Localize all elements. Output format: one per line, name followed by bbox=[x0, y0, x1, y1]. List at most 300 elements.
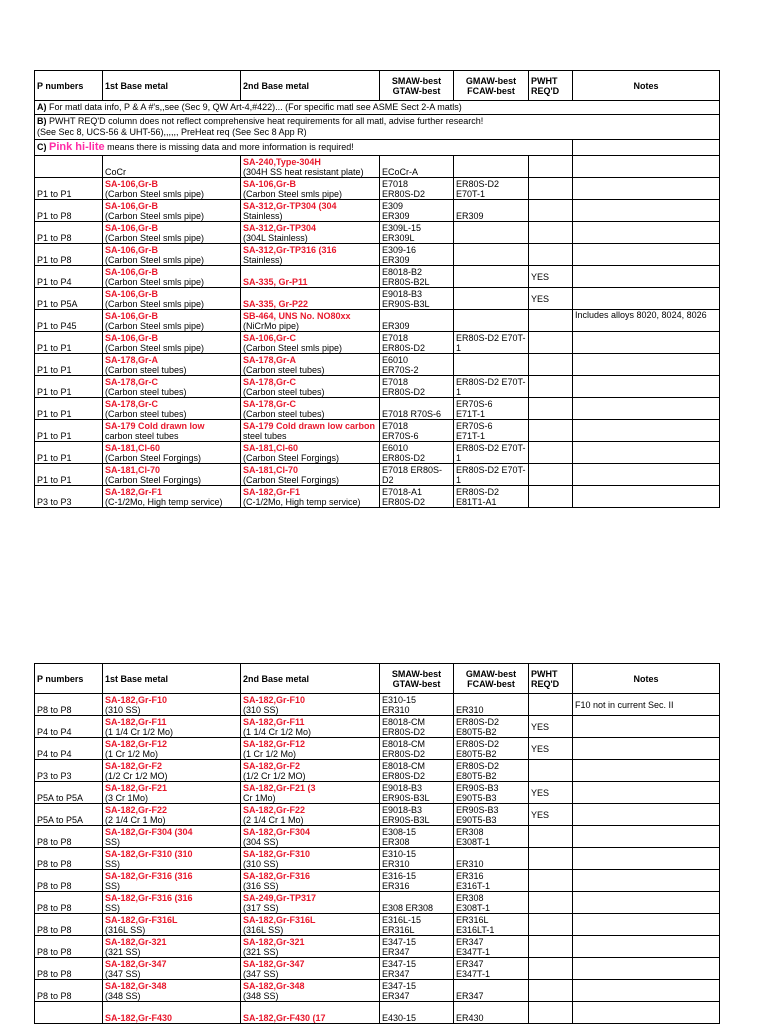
base2-desc: (310 SS) bbox=[243, 705, 279, 715]
p-number-text: P8 to P8 bbox=[37, 947, 72, 957]
base-metal-2-cell bbox=[241, 716, 380, 738]
base-metal-1-cell bbox=[103, 804, 241, 826]
p-number-cell bbox=[35, 738, 103, 760]
pwht-cell bbox=[529, 848, 573, 870]
smaw-value: E7018 ER80S- bbox=[382, 465, 443, 475]
p-number-cell bbox=[35, 716, 103, 738]
smaw-cell bbox=[380, 310, 454, 332]
table-row bbox=[35, 804, 720, 826]
gmaw-cell bbox=[454, 156, 529, 178]
gtaw-value: ER347 bbox=[382, 969, 410, 979]
base-metal-2-cell bbox=[241, 376, 380, 398]
gtaw-value: ER310 bbox=[382, 705, 410, 715]
gmaw-value: ER90S-B3 bbox=[456, 805, 499, 815]
pwht-cell bbox=[529, 694, 573, 716]
smaw-cell bbox=[380, 464, 454, 486]
base-metal-1-cell bbox=[103, 222, 241, 244]
p-number-text: P1 to P1 bbox=[37, 431, 72, 441]
smaw-cell bbox=[380, 826, 454, 848]
base-metal-1-cell bbox=[103, 310, 241, 332]
gtaw-value: ER316L bbox=[382, 925, 415, 935]
smaw-value: E8018-CM bbox=[382, 717, 426, 727]
table-row bbox=[35, 376, 720, 398]
p-number-cell bbox=[35, 1002, 103, 1024]
base1-spec: SA-182,Gr-F10 bbox=[105, 695, 168, 705]
gmaw-cell bbox=[454, 420, 529, 442]
pwht-cell bbox=[529, 442, 573, 464]
base2-spec: SA-182,Gr-F12 bbox=[243, 739, 306, 749]
pwht-cell bbox=[529, 310, 573, 332]
header-notes: Notes bbox=[573, 71, 720, 101]
base2-spec: SA-181,Cl-70 bbox=[243, 465, 299, 475]
pwht-cell bbox=[529, 200, 573, 222]
smaw-cell bbox=[380, 782, 454, 804]
base2-spec: SA-182,Gr-F2 bbox=[243, 761, 301, 771]
base-metal-1-cell bbox=[103, 958, 241, 980]
gtaw-value: E7018 R70S-6 bbox=[382, 409, 442, 419]
base1-spec: SA-182,Gr-F430 bbox=[105, 1013, 173, 1023]
header-smaw: SMAW-best GTAW-best bbox=[380, 664, 454, 694]
pwht-cell bbox=[529, 156, 573, 178]
notes-cell bbox=[573, 782, 720, 804]
gmaw-cell bbox=[454, 222, 529, 244]
fcaw-value: E80T5-B2 bbox=[456, 749, 497, 759]
notes-cell bbox=[573, 244, 720, 266]
base2-spec: SA-312,Gr-TP304 bbox=[243, 223, 317, 233]
gmaw-value: ER308 bbox=[456, 827, 484, 837]
smaw-value: E308-15 bbox=[382, 827, 417, 837]
gmaw-value: ER316 bbox=[456, 871, 484, 881]
gtaw-value: ER90S-B3L bbox=[382, 815, 430, 825]
smaw-cell bbox=[380, 288, 454, 310]
pwht-cell bbox=[529, 870, 573, 892]
notes-cell bbox=[573, 266, 720, 288]
base2-spec: SA-182,Gr-F10 bbox=[243, 695, 306, 705]
base1-spec: SA-182,Gr-F304 (304 bbox=[105, 827, 193, 837]
base1-desc: (Carbon Steel smls pipe) bbox=[105, 255, 205, 265]
header-gmaw: GMAW-best FCAW-best bbox=[454, 71, 529, 101]
p-number-cell bbox=[35, 156, 103, 178]
base-metal-1-cell bbox=[103, 200, 241, 222]
base2-spec: SA-182,Gr-321 bbox=[243, 937, 305, 947]
gmaw-value: ER80S-D2 E70T- bbox=[456, 333, 526, 343]
pwht-cell bbox=[529, 244, 573, 266]
p-number-text: P8 to P8 bbox=[37, 881, 72, 891]
gtaw-value: ER309L bbox=[382, 233, 415, 243]
fcaw-value: E308T-1 bbox=[456, 837, 491, 847]
base2-spec: SA-106,Gr-B bbox=[243, 179, 297, 189]
base2-desc: (1 1/4 Cr 1/2 Mo) bbox=[243, 727, 312, 737]
base1-desc: (Carbon Steel smls pipe) bbox=[105, 211, 205, 221]
base2-spec: SA-312,Gr-TP316 (316 bbox=[243, 245, 337, 255]
gmaw-value: ER70S-6 bbox=[456, 399, 493, 409]
fcaw-value: 1 bbox=[456, 453, 462, 463]
base-metal-2-cell bbox=[241, 288, 380, 310]
base1-desc: carbon steel tubes bbox=[105, 431, 179, 441]
pwht-cell bbox=[529, 486, 573, 508]
p-number-cell bbox=[35, 914, 103, 936]
p-number-text: P1 to P8 bbox=[37, 255, 72, 265]
base1-spec: SA-182,Gr-F12 bbox=[105, 739, 168, 749]
pwht-value: YES bbox=[531, 271, 550, 282]
base-metal-2-cell bbox=[241, 178, 380, 200]
pwht-cell bbox=[529, 178, 573, 200]
gmaw-cell bbox=[454, 244, 529, 266]
smaw-cell bbox=[380, 980, 454, 1002]
notes-cell bbox=[573, 848, 720, 870]
table-row bbox=[35, 200, 720, 222]
notes-cell bbox=[573, 870, 720, 892]
notes-cell bbox=[573, 958, 720, 980]
header-gmaw: GMAW-best FCAW-best bbox=[454, 664, 529, 694]
gtaw-value: ER309 bbox=[382, 211, 410, 221]
base1-spec: SA-182,Gr-348 bbox=[105, 981, 167, 991]
base1-spec: SA-182,Gr-F1 bbox=[105, 487, 163, 497]
smaw-cell bbox=[380, 716, 454, 738]
p-number-cell bbox=[35, 464, 103, 486]
smaw-value: E309L-15 bbox=[382, 223, 422, 233]
base-metal-1-cell bbox=[103, 266, 241, 288]
base2-spec: SA-178,Gr-C bbox=[243, 399, 297, 409]
pwht-cell bbox=[529, 464, 573, 486]
smaw-value: E316L-15 bbox=[382, 915, 422, 925]
weld-table-1 bbox=[34, 70, 720, 508]
base2-desc: (321 SS) bbox=[243, 947, 279, 957]
gtaw-value: ER80S-B2L bbox=[382, 277, 430, 287]
fcaw-value: E316LT-1 bbox=[456, 925, 495, 935]
p-number-cell bbox=[35, 178, 103, 200]
p-number-text: P8 to P8 bbox=[37, 991, 72, 1001]
p-number-cell bbox=[35, 826, 103, 848]
p-number-cell bbox=[35, 870, 103, 892]
smaw-cell bbox=[380, 486, 454, 508]
base-metal-2-cell bbox=[241, 310, 380, 332]
p-number-cell bbox=[35, 398, 103, 420]
table-header-row bbox=[35, 664, 720, 694]
notes-cell bbox=[573, 332, 720, 354]
p-number-text: P1 to P8 bbox=[37, 211, 72, 221]
base-metal-1-cell bbox=[103, 892, 241, 914]
gmaw-cell bbox=[454, 398, 529, 420]
base2-desc: (348 SS) bbox=[243, 991, 279, 1001]
p-number-text: P3 to P3 bbox=[37, 771, 72, 781]
table-row bbox=[35, 980, 720, 1002]
base2-desc: (C-1/2Mo, High temp service) bbox=[243, 497, 361, 507]
base1-desc: (1 Cr 1/2 Mo) bbox=[105, 749, 159, 759]
pwht-value: YES bbox=[531, 293, 550, 304]
base2-desc: (316L SS) bbox=[243, 925, 284, 935]
base1-spec: SA-106,Gr-B bbox=[105, 267, 159, 277]
base1-desc: (347 SS) bbox=[105, 969, 141, 979]
header-base1: 1st Base metal bbox=[103, 664, 241, 694]
table-row bbox=[35, 694, 720, 716]
gmaw-cell bbox=[454, 442, 529, 464]
base-metal-2-cell bbox=[241, 782, 380, 804]
base-metal-2-cell bbox=[241, 398, 380, 420]
base1-desc: (Carbon Steel smls pipe) bbox=[105, 277, 205, 287]
base1-desc: (Carbon Steel smls pipe) bbox=[105, 343, 205, 353]
smaw-value: E7018 bbox=[382, 333, 409, 343]
base-metal-1-cell bbox=[103, 178, 241, 200]
table-row bbox=[35, 914, 720, 936]
smaw-cell bbox=[380, 804, 454, 826]
gmaw-cell bbox=[454, 716, 529, 738]
base1-desc: (348 SS) bbox=[105, 991, 141, 1001]
base2-desc: (Carbon Steel smls pipe) bbox=[243, 343, 343, 353]
p-number-cell bbox=[35, 354, 103, 376]
smaw-value: E6010 bbox=[382, 443, 409, 453]
gmaw-cell bbox=[454, 980, 529, 1002]
base1-desc: (1 1/4 Cr 1/2 Mo) bbox=[105, 727, 174, 737]
smaw-value: E309 bbox=[382, 201, 404, 211]
pwht-cell bbox=[529, 892, 573, 914]
base-metal-1-cell bbox=[103, 354, 241, 376]
p-number-cell bbox=[35, 266, 103, 288]
smaw-cell bbox=[380, 738, 454, 760]
smaw-value: E347-15 bbox=[382, 959, 417, 969]
base2-spec: SA-182,Gr-F22 bbox=[243, 805, 306, 815]
notes-cell bbox=[573, 486, 720, 508]
base2-spec: SA-182,Gr-F310 bbox=[243, 849, 311, 859]
base1-spec: SA-182,Gr-F22 bbox=[105, 805, 168, 815]
base2-spec: SA-178,Gr-A bbox=[243, 355, 297, 365]
base-metal-1-cell bbox=[103, 694, 241, 716]
gtaw-value: ER80S-D2 bbox=[382, 771, 426, 781]
base2-spec: SA-182,Gr-F430 (17 bbox=[243, 1013, 326, 1023]
base-metal-2-cell bbox=[241, 826, 380, 848]
base-metal-1-cell bbox=[103, 442, 241, 464]
p-number-text: P1 to P4 bbox=[37, 277, 72, 287]
smaw-value: E8018-B2 bbox=[382, 267, 423, 277]
table-row bbox=[35, 244, 720, 266]
table-row bbox=[35, 1002, 720, 1024]
base2-spec: SA-249,Gr-TP317 bbox=[243, 893, 317, 903]
notes-cell bbox=[573, 420, 720, 442]
p-number-cell bbox=[35, 804, 103, 826]
smaw-value: E7018 bbox=[382, 179, 409, 189]
notes-cell bbox=[573, 694, 720, 716]
base1-spec: SA-106,Gr-B bbox=[105, 333, 159, 343]
p-number-cell bbox=[35, 222, 103, 244]
base1-spec: SA-182,Gr-F2 bbox=[105, 761, 163, 771]
base-metal-2-cell bbox=[241, 222, 380, 244]
pwht-value: YES bbox=[531, 743, 550, 754]
table-header-row bbox=[35, 71, 720, 101]
smaw-cell bbox=[380, 1002, 454, 1024]
gmaw-cell bbox=[454, 782, 529, 804]
smaw-value: E347-15 bbox=[382, 937, 417, 947]
base-metal-2-cell bbox=[241, 266, 380, 288]
pwht-cell bbox=[529, 354, 573, 376]
p-number-text: P8 to P8 bbox=[37, 837, 72, 847]
notes-cell bbox=[573, 156, 720, 178]
gmaw-value: ER80S-D2 bbox=[456, 761, 500, 771]
gtaw-value: ER90S-B3L bbox=[382, 299, 430, 309]
base1-desc: (3 Cr 1Mo) bbox=[105, 793, 149, 803]
base1-spec: SA-178,Gr-A bbox=[105, 355, 159, 365]
gmaw-value: ER80S-D2 bbox=[456, 179, 500, 189]
base1-desc: (Carbon Steel smls pipe) bbox=[105, 233, 205, 243]
gmaw-cell bbox=[454, 738, 529, 760]
smaw-cell bbox=[380, 332, 454, 354]
fcaw-value: E70T-1 bbox=[456, 189, 486, 199]
pwht-cell bbox=[529, 914, 573, 936]
notes-text: Includes alloys 8020, 8024, 8026 bbox=[575, 310, 707, 320]
p-number-text: P8 to P8 bbox=[37, 925, 72, 935]
p-number-text: P1 to P45 bbox=[37, 321, 77, 331]
table-row bbox=[35, 156, 720, 178]
pwht-cell bbox=[529, 420, 573, 442]
p-number-text: P8 to P8 bbox=[37, 969, 72, 979]
gtaw-value: ER309 bbox=[382, 255, 410, 265]
base1-spec: SA-182,Gr-321 bbox=[105, 937, 167, 947]
header-base1: 1st Base metal bbox=[103, 71, 241, 101]
table-row bbox=[35, 848, 720, 870]
base-metal-2-cell bbox=[241, 848, 380, 870]
base1-spec: SA-182,Gr-347 bbox=[105, 959, 167, 969]
gtaw-value: ER80S-D2 bbox=[382, 497, 426, 507]
pwht-cell bbox=[529, 958, 573, 980]
base2-desc: (Carbon Steel Forgings) bbox=[243, 453, 340, 463]
p-number-cell bbox=[35, 936, 103, 958]
smaw-cell bbox=[380, 442, 454, 464]
base-metal-1-cell bbox=[103, 826, 241, 848]
gmaw-value: ER90S-B3 bbox=[456, 783, 499, 793]
gmaw-cell bbox=[454, 178, 529, 200]
table-row bbox=[35, 420, 720, 442]
gmaw-cell bbox=[454, 486, 529, 508]
fcaw-value: E71T-1 bbox=[456, 431, 486, 441]
header-smaw: SMAW-best GTAW-best bbox=[380, 71, 454, 101]
p-number-text: P5A to P5A bbox=[37, 793, 84, 803]
table-row bbox=[35, 464, 720, 486]
gmaw-value: ER430 bbox=[456, 1013, 484, 1023]
smaw-cell bbox=[380, 156, 454, 178]
base1-desc: (Carbon steel tubes) bbox=[105, 365, 187, 375]
fcaw-value: E71T-1 bbox=[456, 409, 486, 419]
p-number-cell bbox=[35, 980, 103, 1002]
base-metal-2-cell bbox=[241, 760, 380, 782]
base-metal-1-cell bbox=[103, 848, 241, 870]
fcaw-value: 1 bbox=[456, 343, 462, 353]
base1-spec: SA-106,Gr-B bbox=[105, 311, 159, 321]
p-number-text: P5A to P5A bbox=[37, 815, 84, 825]
table-row bbox=[35, 398, 720, 420]
base2-desc: (304 SS) bbox=[243, 837, 279, 847]
base1-spec: SA-179 Cold drawn low bbox=[105, 421, 205, 431]
smaw-value: E310-15 bbox=[382, 695, 417, 705]
p-number-text: P1 to P1 bbox=[37, 365, 72, 375]
table-row bbox=[35, 782, 720, 804]
notes-cell bbox=[573, 936, 720, 958]
fcaw-value: E90T5-B3 bbox=[456, 793, 497, 803]
gtaw-value: ER310 bbox=[382, 859, 410, 869]
smaw-cell bbox=[380, 222, 454, 244]
base1-desc: (Carbon Steel Forgings) bbox=[105, 475, 202, 485]
pwht-cell bbox=[529, 716, 573, 738]
fcaw-value: E308T-1 bbox=[456, 903, 491, 913]
gmaw-cell bbox=[454, 266, 529, 288]
base-metal-2-cell bbox=[241, 958, 380, 980]
p-number-text: P4 to P4 bbox=[37, 727, 72, 737]
base2-desc: (2 1/4 Cr 1 Mo) bbox=[243, 815, 304, 825]
gtaw-value: E308 ER308 bbox=[382, 903, 434, 913]
base1-spec: SA-106,Gr-B bbox=[105, 245, 159, 255]
base-metal-2-cell bbox=[241, 1002, 380, 1024]
base2-spec: SA-106,Gr-C bbox=[243, 333, 297, 343]
notes-cell bbox=[573, 914, 720, 936]
smaw-value: E6010 bbox=[382, 355, 409, 365]
base2-desc: (1 Cr 1/2 Mo) bbox=[243, 749, 297, 759]
header-p-numbers: P numbers bbox=[35, 71, 103, 101]
base-metal-2-cell bbox=[241, 464, 380, 486]
fcaw-value: E347T-1 bbox=[456, 969, 491, 979]
table-row bbox=[35, 936, 720, 958]
gmaw-value: ER308 bbox=[456, 893, 484, 903]
base2-spec: SA-178,Gr-C bbox=[243, 377, 297, 387]
p-number-text: P8 to P8 bbox=[37, 903, 72, 913]
notes-text: F10 not in current Sec. II bbox=[575, 699, 674, 710]
smaw-value: E347-15 bbox=[382, 981, 417, 991]
base2-spec: SB-464, UNS No. NO80xx bbox=[243, 311, 351, 321]
base1-desc: (316L SS) bbox=[105, 925, 146, 935]
p-number-text: P1 to P5A bbox=[37, 299, 78, 309]
notes-cell bbox=[573, 738, 720, 760]
pwht-cell bbox=[529, 398, 573, 420]
base1-desc: (Carbon steel tubes) bbox=[105, 409, 187, 419]
notes-cell bbox=[573, 398, 720, 420]
smaw-cell bbox=[380, 694, 454, 716]
gtaw-value: ECoCr-A bbox=[382, 167, 419, 177]
base1-spec: SA-182,Gr-F11 bbox=[105, 717, 167, 727]
table-row bbox=[35, 310, 720, 332]
base2-spec: SA-182,Gr-F304 bbox=[243, 827, 311, 837]
base2-desc: (NiCrMo pipe) bbox=[243, 321, 300, 331]
base2-spec: SA-182,Gr-F316 bbox=[243, 871, 311, 881]
table-row bbox=[35, 892, 720, 914]
base-metal-2-cell bbox=[241, 914, 380, 936]
gmaw-value: ER80S-D2 E70T- bbox=[456, 465, 526, 475]
gmaw-value: ER80S-D2 bbox=[456, 739, 500, 749]
base2-spec: SA-182,Gr-F11 bbox=[243, 717, 305, 727]
table-row bbox=[35, 332, 720, 354]
base1-spec: SA-182,Gr-F21 bbox=[105, 783, 168, 793]
gmaw-cell bbox=[454, 376, 529, 398]
gtaw-value: ER308 bbox=[382, 837, 410, 847]
smaw-value: E8018-CM bbox=[382, 761, 426, 771]
base2-spec: SA-179 Cold drawn low carbon bbox=[243, 421, 376, 431]
base-metal-1-cell bbox=[103, 760, 241, 782]
smaw-cell bbox=[380, 848, 454, 870]
pwht-cell bbox=[529, 288, 573, 310]
p-number-cell bbox=[35, 244, 103, 266]
table-row bbox=[35, 486, 720, 508]
gmaw-cell bbox=[454, 936, 529, 958]
table-row bbox=[35, 760, 720, 782]
base-metal-1-cell bbox=[103, 288, 241, 310]
base-metal-1-cell bbox=[103, 486, 241, 508]
notes-cell bbox=[573, 200, 720, 222]
base1-desc: (Carbon Steel Forgings) bbox=[105, 453, 202, 463]
p-number-cell bbox=[35, 760, 103, 782]
fcaw-value: E80T5-B2 bbox=[456, 727, 497, 737]
smaw-value: E316-15 bbox=[382, 871, 417, 881]
base-metal-2-cell bbox=[241, 332, 380, 354]
gtaw-value: ER80S-D2 bbox=[382, 387, 426, 397]
base2-spec: SA-312,Gr-TP304 (304 bbox=[243, 201, 337, 211]
table-row bbox=[35, 738, 720, 760]
base-metal-1-cell bbox=[103, 1002, 241, 1024]
